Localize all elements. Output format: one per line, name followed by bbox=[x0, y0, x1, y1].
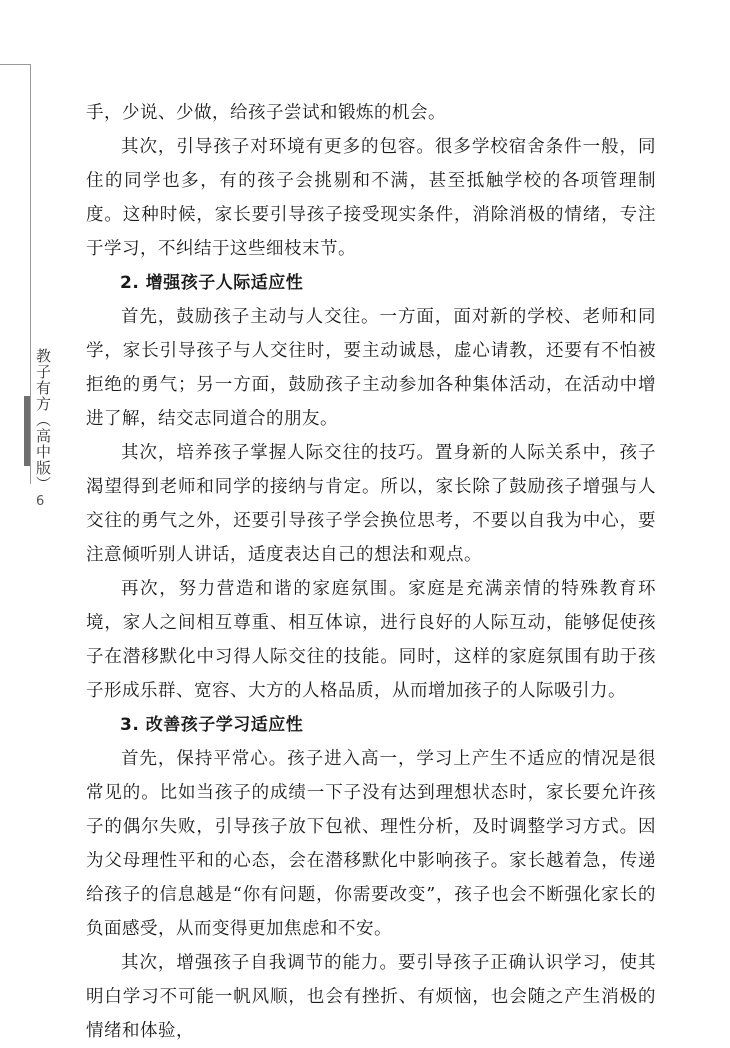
paragraph: 其次，增强孩子自我调节的能力。要引导孩子正确认识学习，使其明白学习不可能一帆风顺，也会有挫折、有烦恼，也会随之产生消极的情绪和体验， bbox=[86, 953, 656, 1041]
paragraph: 其次，培养孩子掌握人际交往的技巧。置身新的人际关系中，孩子渴望得到老师和同学的接纳与肯定。所以，家长除了鼓励孩子增强与人交往的勇气之外，还要引导孩子学会换位思考，不要以自我为中心，要注意倾听别人讲话，适度表达自己的想法和观点。 bbox=[86, 443, 656, 565]
running-title: 教子有方（高中版） bbox=[34, 348, 52, 492]
paragraph: 再次，努力营造和谐的家庭氛围。家庭是充满亲情的特殊教育环境，家人之间相互尊重、相互体谅，进行良好的人际互动，能够促使孩子在潜移默化中习得人际交往的技能。同时，这样的家庭氛围有助于孩子形成乐群、宽容、大方的人格品质，从而增加孩子的人际吸引力。 bbox=[86, 579, 656, 701]
section-heading: 2. 增强孩子人际适应性 bbox=[120, 273, 304, 293]
body-text bbox=[86, 96, 656, 1048]
margin-rule-vertical bbox=[30, 64, 31, 484]
paragraph: 手，少说、少做，给孩子尝试和锻炼的机会。 bbox=[86, 103, 446, 123]
paragraph: 首先，保持平常心。孩子进入高一，学习上产生不适应的情况是很常见的。比如当孩子的成绩一下子没有达到理想状态时，家长要允许孩子的偶尔失败，引导孩子放下包袱、理性分析，及时调整学习方式。因为父母理性平和的心态，会在潜移默化中影响孩子。家长越着急，传递给孩子的信息越是“你有问题，你需要改变”，孩子也会不断强化家长的负面感受，从而变得更加焦虑和不安。 bbox=[86, 749, 656, 939]
page-number: 6 bbox=[36, 494, 45, 509]
margin-rule-top bbox=[0, 64, 30, 65]
paragraph: 首先，鼓励孩子主动与人交往。一方面，面对新的学校、老师和同学，家长引导孩子与人交往时，要主动诚恳，虚心请教，还要有不怕被拒绝的勇气；另一方面，鼓励孩子主动参加各种集体活动，在活动中增进了解，结交志同道合的朋友。 bbox=[86, 307, 656, 429]
chapter-tab-marker bbox=[24, 396, 30, 466]
section-heading: 3. 改善孩子学习适应性 bbox=[120, 715, 304, 735]
paragraph: 其次，引导孩子对环境有更多的包容。很多学校宿舍条件一般，同住的同学也多，有的孩子会挑剔和不满，甚至抵触学校的各项管理制度。这种时候，家长要引导孩子接受现实条件，消除消极的情绪，专注于学习，不纠结于这些细枝末节。 bbox=[86, 137, 656, 259]
